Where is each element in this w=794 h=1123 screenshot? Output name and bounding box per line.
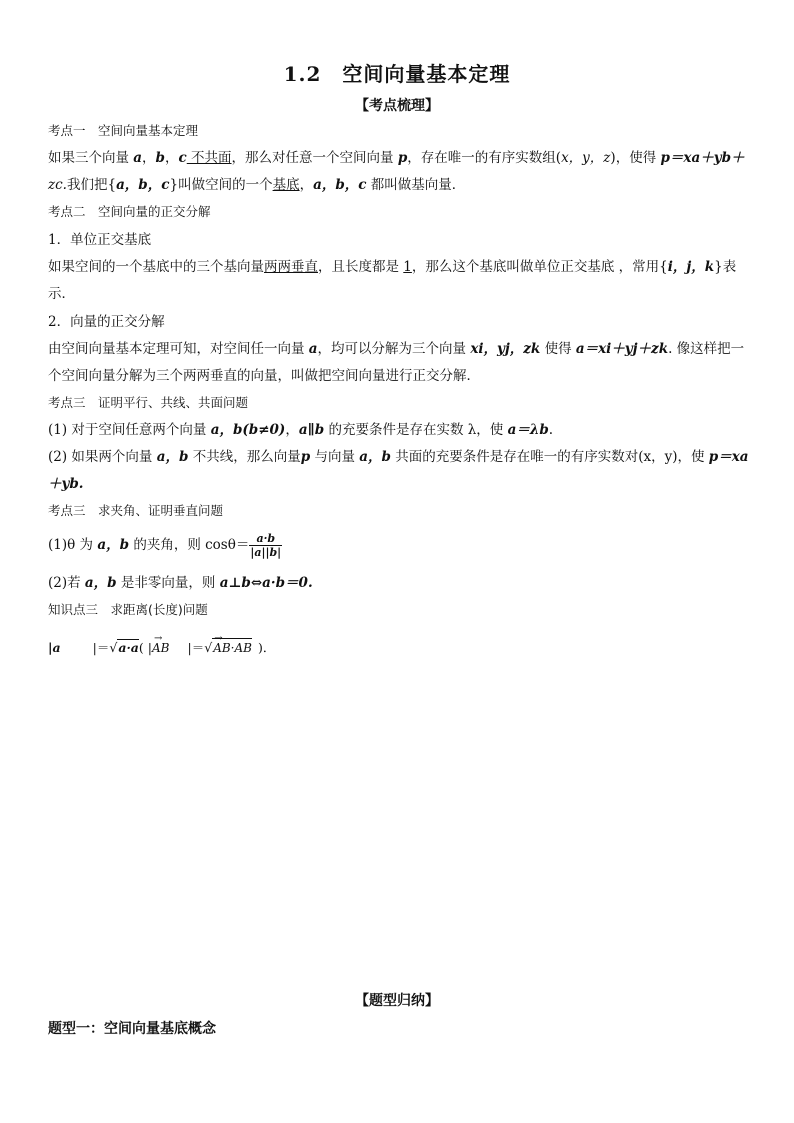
section-heading-problem-types: 【题型归纳】 [355,993,439,1009]
k5-formula: |a |＝√a·a( |→ AB |＝√→ AB·AB )． [48,638,748,657]
k3-line-2: (2) 如果两个向量 a，b 不共线，那么向量p 与向量 a，b 共面的充要条件是存在唯一的有序实数对(x，y)，使 p＝xa [48,449,749,465]
k2-sub1-line-1: 如果空间的一个基底中的三个基向量两两垂直，且长度都是 1，那么这个基底叫做单位正交基底 ，常用{i，j，k}表 [48,259,737,275]
k4-heading: 考点三 求夹角、证明垂直问题 [48,503,224,518]
k2-sub1-line-2: 示． [48,286,75,302]
k2-sub-2: 2．向量的正交分解 [48,314,165,330]
k5-heading: 知识点三 求距离(长度)问题 [48,602,208,617]
k4-line-1: (1)θ 为 a，b 的夹角，则 cosθ＝ $\frac{a\cdot b}{|a||b|}$ [48,532,282,559]
cos-fraction: $\frac{a\cdot b}{|a||b|}$ [250,532,282,559]
k3-line-1: (1) 对于空间任意两个向量 a，b(b≠0)，a∥b 的充要条件是存在实数 λ，使 a＝λb. [48,422,554,438]
k2-sub-1: 1．单位正交基底 [48,232,152,248]
k2-sub2-line-1: 由空间向量基本定理可知，对空间任一向量 a，均可以分解为三个向量 xi，yj，zk 使得 a＝xi＋yj＋zk. 像这样把一 [48,341,745,357]
k2-sub2-line-2: 个空间向量分解为三个两两垂直的向量，叫做把空间向量进行正交分解． [48,368,480,384]
k4-line-2: (2)若 a，b 是非零向量，则 a⊥b⇔a·b＝0. [48,575,313,591]
problem-type-1-heading: 题型一：空间向量基底概念 [48,1021,216,1037]
k3-line-3: ＋yb. [48,476,84,492]
k1-line-1: 如果三个向量 a，b，c 不共面，那么对任意一个空间向量 p，存在唯一的有序实数组(x，y，z)，使得 p＝xa＋yb＋ [48,150,745,166]
k3-heading: 考点三 证明平行、共线、共面问题 [48,395,249,410]
page-title: 1.2 空间向量基本定理 [283,62,511,86]
k1-heading: 考点一 空间向量基本定理 [48,123,199,138]
k2-heading: 考点二 空间向量的正交分解 [48,204,211,219]
section-heading-key-points: 【考点梳理】 [355,98,439,114]
k1-line-2: zc.我们把{a，b，c}叫做空间的一个基底，a，b，c 都叫做基向量． [48,177,466,193]
